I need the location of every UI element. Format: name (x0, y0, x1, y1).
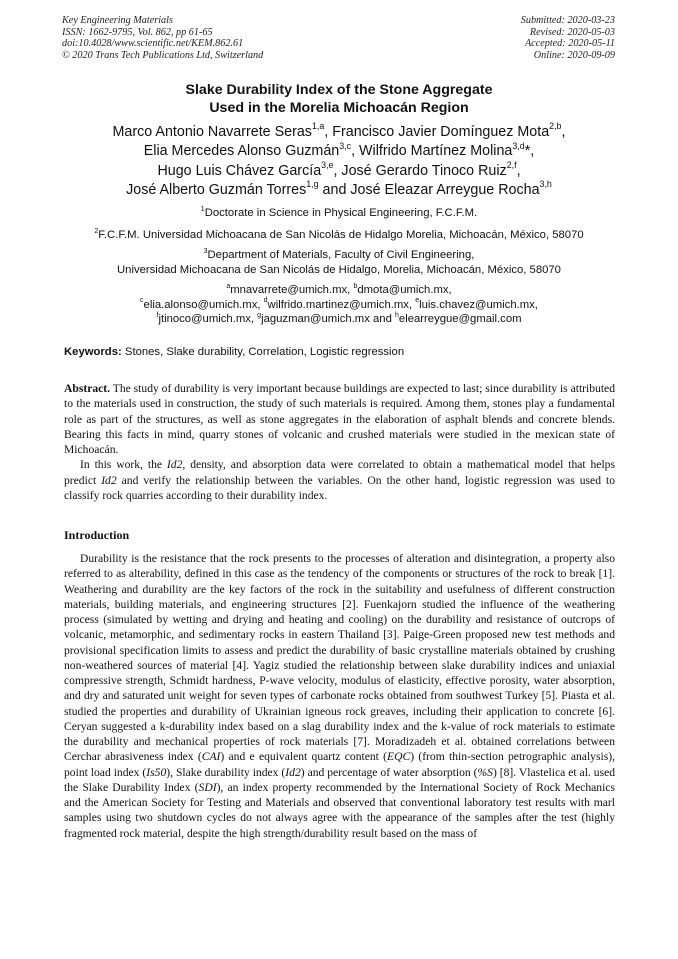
author-name: Elia Mercedes Alonso Guzmán (143, 143, 340, 160)
email: mnavarrete@umich.mx, (230, 284, 354, 296)
intro-text: ) and percentage of water absorption ( (300, 765, 478, 779)
author-line-1: Marco Antonio Navarrete Seras$^{1,a}$, Francisco Javier Domínguez Mota$^{2,b}$, (112, 121, 566, 140)
author-sup: 3,e (321, 159, 334, 170)
abstract-label: Abstract. (64, 382, 111, 395)
author-sup: 3,d (512, 140, 525, 151)
author-name: Francisco Javier Domínguez Mota (332, 124, 550, 140)
author-name: Hugo Luis Chávez García (157, 162, 322, 179)
email-sup: h (395, 311, 399, 319)
intro-text: ), an index property recommended by the International Society of Rock Mechanics and the American Society for Testing and Materials and observed that conventional laboratory test results with marl samples using two shutdown cycles do not always agree with the appearance of the samples after the test (highly fragmented rock material, despite the high strength/durability result based on the mass of (64, 780, 615, 840)
revised-date: Revised: 2020-05-03 (529, 26, 615, 38)
email: jaguzman@umich.mx and (261, 313, 395, 326)
affiliation-text: Doctorate in Science in Physical Engineering, F.C.F.M. (204, 207, 478, 219)
email: elearreygue@gmail.com (398, 313, 522, 326)
keywords (64, 346, 404, 358)
intro-italic: SDI (198, 780, 217, 794)
affiliation-num: 2 (94, 227, 99, 235)
keywords-text: Stones, Slake durability, Correlation, Logistic regression (121, 346, 405, 358)
author-line-3 (0, 159, 678, 181)
abstract-paragraph-2 (64, 457, 615, 503)
email-list (0, 283, 678, 327)
intro-italic: CAI (201, 750, 221, 764)
email-sup: d (263, 297, 268, 305)
title-line-2: Used in the Morelia Michoacán Region (209, 99, 469, 116)
email-sup: a (226, 282, 231, 290)
submitted-date: Submitted: 2020-03-23 (520, 15, 615, 26)
author-and: and (318, 181, 351, 198)
author-name: José Eleazar Arreygue Rocha (350, 181, 540, 198)
issn-line: ISSN: 1662-9795, Vol. 862, pp 61-65 (62, 26, 213, 38)
abstract-text: The study of durability is very important because buildings are expected to last; since durability is attributed to the materials used in construction, the study of such materials is required. Among them, stones play a fundamental role as part of the structures, as well as stone aggregates in the elaboration of asphalt blends and concrete blends. Bearing this facts in mind, quarry stones of volcanic and crushed materials were studied in the mexican state of Michoacán. (64, 382, 616, 456)
email-sup: b (353, 282, 358, 290)
author-sep: , (333, 162, 342, 179)
intro-italic: Is50 (146, 765, 167, 779)
author-sup: 3,c (339, 140, 352, 151)
email-sup: f (156, 311, 159, 319)
affiliation-3 (0, 248, 678, 277)
affiliation-num: 1 (200, 205, 205, 213)
email: dmota@umich.mx, (357, 284, 452, 296)
affiliation-2 (0, 228, 678, 243)
intro-text: ) (from thin-section petrographic analysis), point load index ( (64, 750, 615, 779)
author-sup: 1,a (311, 121, 325, 132)
keywords-label: Keywords: (64, 346, 122, 358)
affiliation-num: 3 (203, 247, 208, 255)
online-date: Online: 2020-09-09 (533, 49, 615, 61)
author-name: Wilfrido Martínez Molina (359, 143, 513, 160)
dates-header (521, 15, 615, 61)
author-line-4 (0, 181, 678, 200)
doi-line: doi:10.4028/www.scientific.net/KEM.862.61 (62, 38, 244, 50)
author-sep: , (324, 124, 333, 140)
author-sep: , (516, 162, 521, 179)
abstract-text: In this work, the (80, 458, 167, 472)
author-sup: 1,g (306, 179, 319, 190)
author-sup: 2,b (549, 121, 562, 132)
journal-header (62, 15, 263, 61)
author-sup: 2,f (506, 159, 517, 170)
intro-text: ) and e equivalent quartz content ( (220, 750, 388, 764)
email-sup: e (415, 297, 420, 305)
affiliation-text: Universidad Michoacana de San Nicolás de Hidalgo, Morelia, Michoacán, México, 58070 (117, 263, 561, 276)
intro-italic: EQC (387, 750, 411, 764)
journal-name: Key Engineering Materials (62, 15, 173, 26)
email: elia.alonso@umich.mx, (143, 298, 264, 311)
paper-title (0, 82, 678, 117)
introduction-paragraph (64, 551, 615, 841)
abstract-text: , density, and absorption data were correlated to obtain a mathematical model that helps predict (64, 458, 615, 487)
affiliation-text: Department of Materials, Faculty of Civil Engineering, (207, 249, 475, 261)
author-name: Marco Antonio Navarrete Seras (112, 124, 312, 140)
abstract (64, 381, 615, 503)
abstract-text: and verify the relationship between the variables. On the other hand, logistic regression was used to classify rock quarries according to their durability index. (64, 473, 616, 502)
email-sup: c (140, 297, 144, 305)
author-line-2 (0, 142, 678, 161)
intro-text: ), Slake durability index ( (166, 765, 286, 779)
author-list (0, 123, 678, 200)
intro-italic: Id2 (285, 765, 301, 779)
intro-text: ) [8]. Vlastelica et al. used the Slake Durability Index ( (64, 765, 616, 794)
copyright-line: © 2020 Trans Tech Publications Ltd, Switzerland (62, 49, 264, 61)
author-name: José Gerardo Tinoco Ruiz (341, 162, 507, 179)
author-sup: 3,h (539, 179, 552, 190)
email: jtinoco@umich.mx, (158, 313, 258, 326)
affiliation-text: F.C.F.M. Universidad Michoacana de San Nicolás de Hidalgo Morelia, Michoacán, México, 58070 (98, 229, 584, 241)
author-name: José Alberto Guzmán Torres (126, 181, 307, 198)
introduction-body (64, 551, 615, 841)
abstract-paragraph-1 (64, 381, 615, 457)
email-sup: g (257, 311, 262, 319)
accepted-date: Accepted: 2020-05-11 (524, 38, 615, 50)
abstract-italic: Id2 (166, 458, 183, 472)
title-line-1: Slake Durability Index of the Stone Aggregate (185, 82, 493, 98)
author-sep: , (351, 143, 360, 160)
affiliation-1 (0, 206, 678, 221)
email: wilfrido.martinez@umich.mx, (267, 298, 416, 311)
introduction-heading: Introduction (64, 528, 130, 542)
abstract-italic: Id2 (101, 473, 117, 487)
email: luis.chavez@umich.mx, (419, 298, 538, 311)
intro-italic: %S (477, 765, 493, 779)
corresponding-mark: *, (524, 143, 535, 160)
intro-text: Durability is the resistance that the rock presents to the processes of alteration and disintegration, a property also referred to as alterability, defined in this case as the tendency of the components or structures of the rock to break [1]. Weathering and durability are the key factors of the rock in the suitability and usefulness of different construction materials, building materials, and engineering structures [2]. Fuenkajorn studied the influence of the weathering process (simulated by wetting and drying and heating and cooling) on the durability and resistance of outcrops of volcanic, metamorphic, and sedimentary rocks in eastern Thailand [3]. Paige-Green proposed new test methods and provisional specification limits to assess and predict the durability of basic crystalline materials obtained by crushing non-weathered sources of material [4]. Yagiz studied the relationship between slake durability indices and uniaxial compressive strength, Schmidt hardness, P-wave velocity, modulus of elasticity, effective porosity, water absorption, and dry and saturated unit weight for seven types of carbonate rocks obtained from southwest Turkey [5]. Piasta et al. studied the properties and durability of Ukrainian igneous rock greaves, including their application to concrete [6]. Ceryan suggested a k-durability index based on a slag durability index and the k-value of rock materials to estimate the durability and mechanical properties of rock materials [7]. Moradizadeh et al. obtained correlations between Cerchar abrasiveness index ( (64, 552, 615, 764)
